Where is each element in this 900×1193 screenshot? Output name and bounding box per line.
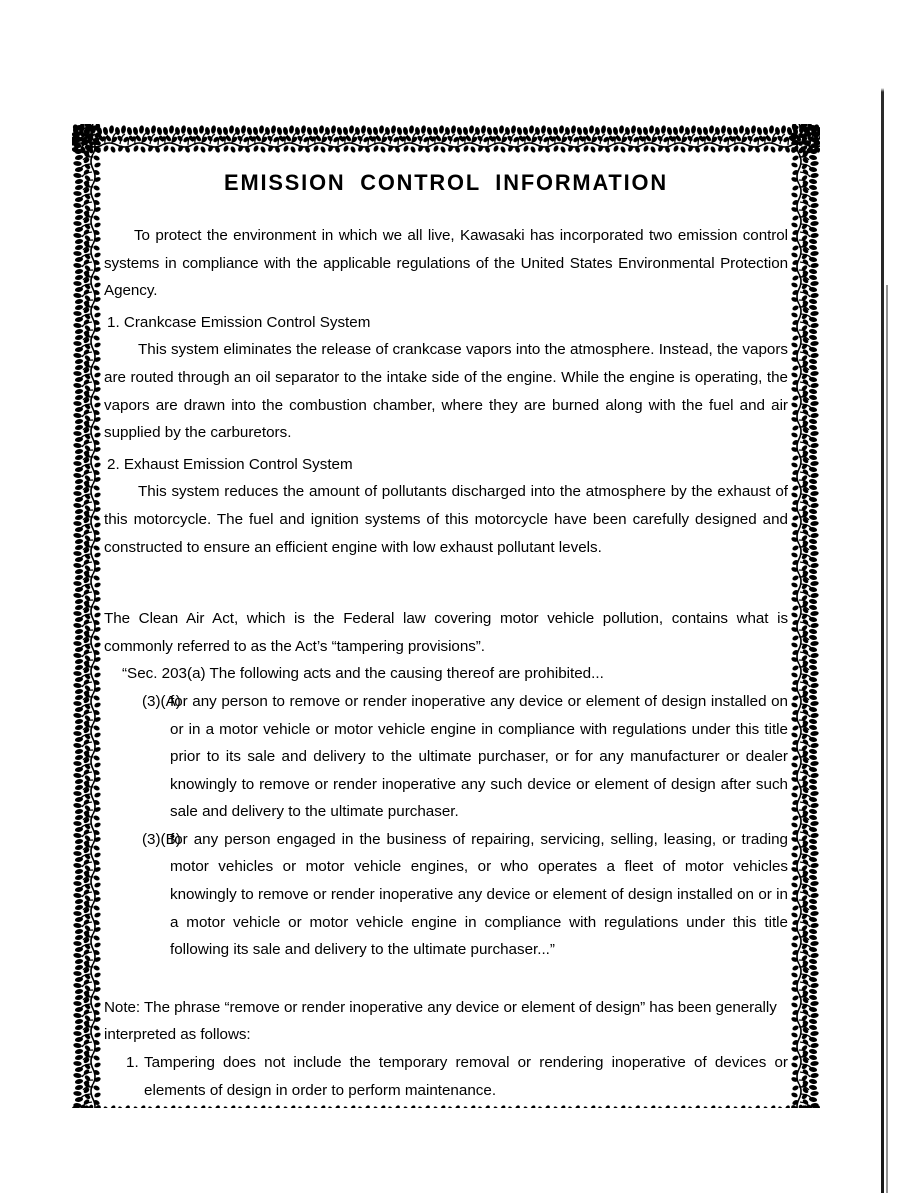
page-title: EMISSION CONTROL INFORMATION — [224, 170, 668, 195]
clause-3b-text: for any person engaged in the business of repairing, servicing, selling, leasing, or trading motor vehicles or motor vehicle engines, or who operates a fleet of motor vehicles knowingly to remove or render inoperative any device or element of design installed on or in a motor vehicle or motor vehicle engine in compliance with regulations under this title following its sale and delivery to the ultimate purchaser...” — [170, 830, 788, 959]
clean-air-act-intro: The Clean Air Act, which is the Federal law covering motor vehicle pollution, contains what is commonly referred to as the Act’s “tampering provisions”. — [104, 610, 788, 655]
system-1-body: This system eliminates the release of crankcase vapors into the atmosphere. Instead, the vapors are routed through an oil separator to the intake side of the engine. While the engine is operating, the vapors are drawn into the combustion chamber, where they are burned along with the fuel and air supplied by the carburetors. — [104, 341, 788, 442]
system-2-heading-text: Exhaust Emission Control System — [123, 455, 353, 473]
system-1-heading-text: Crankcase Emission Control System — [123, 313, 371, 331]
spacer — [104, 561, 788, 605]
border-top-vine — [72, 124, 820, 154]
system-2-heading — [104, 451, 788, 479]
border-left-vine — [72, 124, 102, 1134]
system-2-number: 2. — [107, 455, 120, 473]
note-item — [104, 1049, 788, 1104]
clause-3a-text: for any person to remove or render inoperative any device or element of design installed on or in a motor vehicle or motor vehicle engine in compliance with regulations under this title prior to its sale and delivery to the ultimate purchaser, or for any manufacturer or dealer knowingly to remove or render inoperative any such device or element of design after such sale and delivery to the ultimate purchaser. — [170, 692, 788, 821]
scan-bottom-crop-mask — [0, 1108, 878, 1193]
clean-air-act-quote-opening: “Sec. 203(a) The following acts and the causing thereof are prohibited... — [122, 665, 604, 683]
clause-3a-marker: (3)(A) — [142, 692, 181, 710]
system-1-number: 1. — [107, 313, 120, 331]
clause-3b — [104, 826, 788, 964]
note-item-text: Tampering does not include the temporary removal or rendering inoperative of devices or elements of design in order to perform maintenance. — [144, 1054, 788, 1099]
note-item-number: 1. — [126, 1054, 139, 1072]
spacer — [104, 964, 788, 994]
clause-3a — [104, 688, 788, 826]
scan-edge-artifact — [881, 0, 884, 1193]
intro-paragraph: To protect the environment in which we all live, Kawasaki has incorporated two emission control systems in compliance with the applicable regulations of the United States Environmental Protection Agency. — [104, 227, 788, 300]
border-right-vine — [790, 124, 820, 1134]
document-body — [104, 170, 788, 1104]
system-1-heading — [104, 309, 788, 337]
system-2-body: This system reduces the amount of pollutants discharged into the atmosphere by the exhaust of this motorcycle. The fuel and ignition systems of this motorcycle have been carefully designed and constructed to ensure an efficient engine with low exhaust pollutant levels. — [104, 483, 788, 556]
border-corner-top-right — [790, 124, 820, 154]
clause-3b-marker: (3)(B) — [142, 830, 181, 848]
scan-edge-artifact-secondary — [886, 285, 888, 1193]
note-intro: Note: The phrase “remove or render inoperative any device or element of design” has been generally interpreted as follows: — [104, 998, 777, 1044]
border-corner-top-left — [72, 124, 102, 154]
